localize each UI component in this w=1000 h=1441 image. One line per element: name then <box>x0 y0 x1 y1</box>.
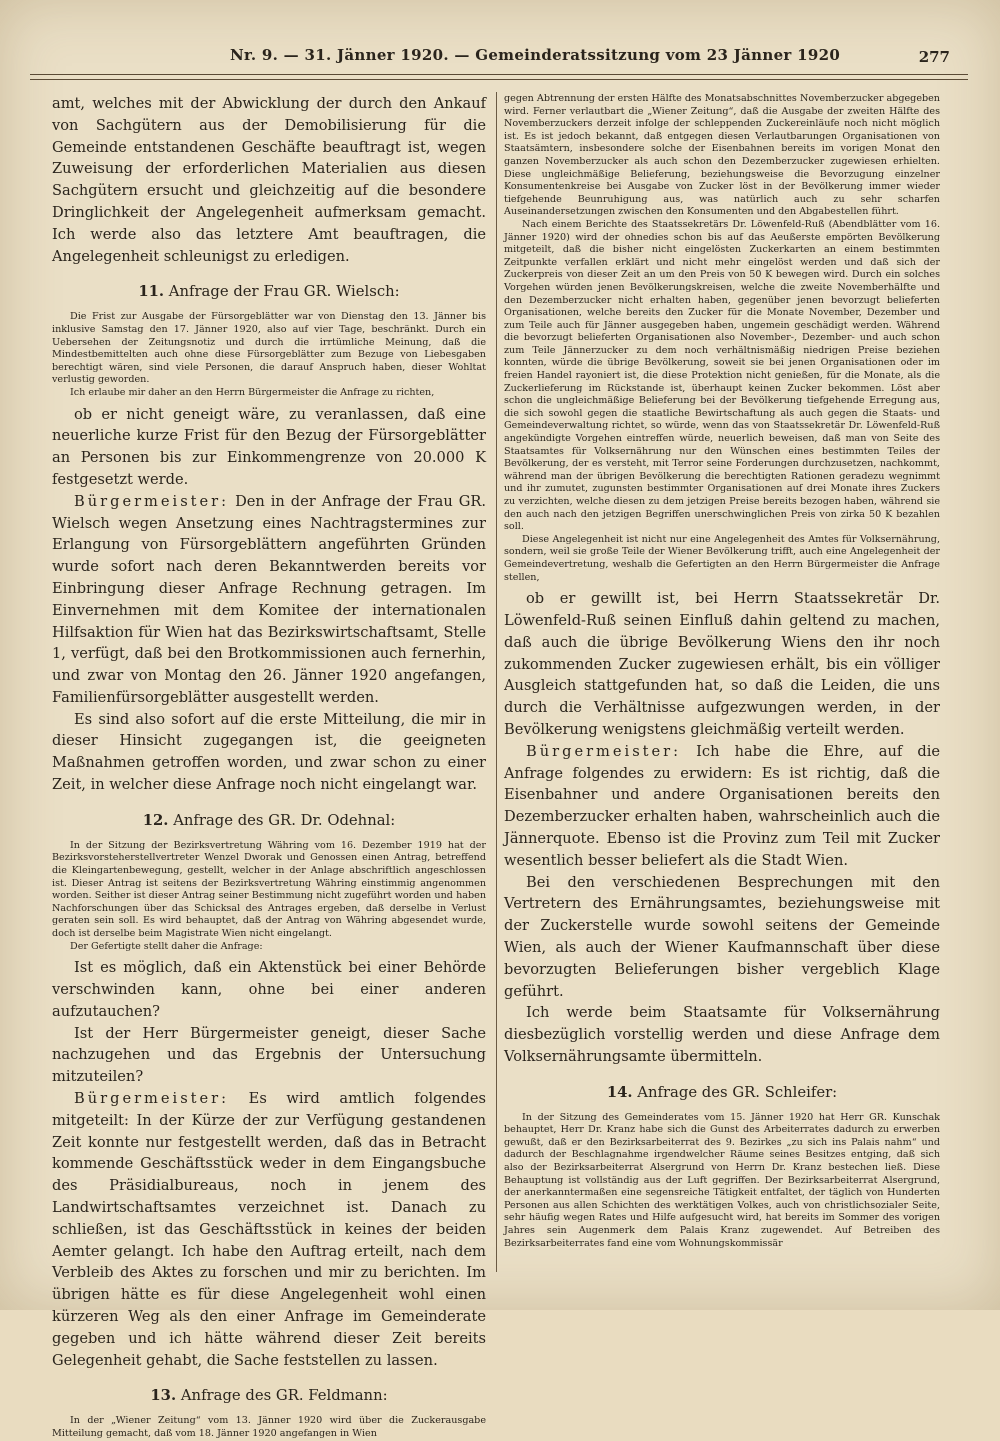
reply-text: Es wird amtlich folgendes mitgeteilt: In der Kürze der zur Verfügung gestandenen Zeit konnte nur festgestellt werden, daß das in Betracht kommende Geschäftsstück weder in dem Eingangsbuche des Präsidialbureaus, noch in jenem des Landwirtschaftsamtes verzeichnet ist. Danach zu schließen, ist das Geschäftsstück in keines der beiden Aemter gelangt. Ich habe den Auftrag erteilt, nach dem Verbleib des Aktes zu forschen und mir zu berichten. Im übrigen hätte es für diese Angelegenheit wohl einen kürzeren Weg als den einer Anfrage im Gemeinderate gegeben und ich hätte während dieser Zeit bereits Gelegenheit gehabt, die Sache feststellen zu lassen. <box>52 1090 486 1369</box>
reply-text: Ich habe die Ehre, auf die Anfrage folgendes zu erwidern: Es ist richtig, daß die Eisenbahner und andere Organisationen bereits den Dezemberzucker erhalten haben, wahrscheinlich auch die Jännerquote. Ebenso ist die Provinz zum Teil mit Zucker wesentlich besser beliefert als die Stadt Wien. <box>504 742 941 869</box>
column-divider <box>496 92 497 1272</box>
inquiry-text: Der Gefertigte stellt daher die Anfrage: <box>70 940 263 952</box>
speaker-name: Bürgermeister: <box>74 492 230 510</box>
inquiry-question: Ist es möglich, daß ein Aktenstück bei einer Behörde verschwinden kann, ohne bei einer anderen aufzutauchen? <box>52 959 486 1020</box>
section-title: Anfrage der Frau GR. Wielsch: <box>168 283 400 301</box>
section-number: 11. <box>138 283 165 301</box>
section-heading-11 <box>52 281 486 303</box>
reply-paragraph <box>52 491 486 709</box>
paragraph: Ich werde beim Staatsamte für Volksernährung diesbezüglich vorstellig werden und diese Anfrage dem Volksernährungsamte übermitteln. <box>504 1004 940 1065</box>
inquiry-text: Ich erlaube mir daher an den Herrn Bürgermeister die Anfrage zu richten, <box>70 386 435 398</box>
section-number: 12. <box>142 811 169 829</box>
inquiry-text: gegen Abtrennung der ersten Hälfte des Monatsabschnittes Novemberzucker abgegeben wird. Ferner verlautbart die „Wiener Zeitung“, daß die Ausgabe der zweiten Hälfte des Novemberzuckers derzeit infolge der schleppenden Zuckereinläufe noch nicht möglich ist. Es ist jedoch bekannt, daß entgegen diesen Verlautbarungen Organisationen von Staatsämtern, insbesondere solche der Eisenbahnen bereits im vorigen Monat den ganzen Novemberzucker als auch schon den Dezemberzucker zugewiesen erhielten. Diese ungleichmäßige Belieferung, beziehungsweise die Bevorzugung einzelner Konsumentenkreise bei Ausgabe von Zucker löst in der Bevölkerung immer wieder tiefgehende Beunruhigung aus, was natürlich auch zu sehr scharfen Auseinandersetzungen zwischen den Konsumenten und den Abgabestellen führt. <box>504 93 940 218</box>
inquiry-text: In der „Wiener Zeitung“ vom 13. Jänner 1920 wird über die Zuckerausgabe Mitteilung gemacht, daß vom 18. Jänner 1920 angefangen in Wien <box>52 1415 486 1439</box>
reply-text: Den in der Anfrage der Frau GR. Wielsch wegen Ansetzung eines Nachtragstermines zur Erlangung von Fürsorgeblättern angeführten Gründen wurde sofort nach deren Bekanntwerden bereits vor Einbringung dieser Anfrage Rechnung getragen. Im Einvernehmen mit dem Komitee der internationalen Hilfsaktion für Wien hat das Bezirkswirtschaftsamt, Stelle 1, verfügt, daß bei den Brotkommissionen auch fernerhin, und zwar von Montag den 26. Jänner 1920 angefangen, Familienfürsorgeblätter ausgestellt werden. <box>52 492 487 706</box>
inquiry-question: Ist der Herr Bürgermeister geneigt, dieser Sache nachzugehen und das Ergebnis der Untersuchung mitzuteilen? <box>52 1024 486 1086</box>
reply-paragraph <box>504 741 940 872</box>
paragraph: amt, welches mit der Abwicklung der durch den Ankauf von Sachgütern aus der Demobilisierung für die Gemeinde entstandenen Geschäfte beauftragt ist, wegen Zuweisung der erforderlichen Materialien aus diesen Sachgütern ersucht und gleichzeitig auf die besondere Dringlichkeit der Angelegenheit aufmerksam gemacht. Ich werde also das letztere Amt beauftragen, die Angelegenheit schleunigst zu erledigen. <box>52 95 486 265</box>
speaker-name: Bürgermeister: <box>74 1090 230 1107</box>
inquiry-question: ob er nicht geneigt wäre, zu veranlassen, daß eine neuerliche kurze Frist für den Bezug der Fürsorgeblätter an Personen bis zur Einkommengrenze von 20.000 K festgesetzt werde. <box>52 405 486 488</box>
paragraph: Bei den verschiedenen Besprechungen mit den Vertretern des Ernährungsamtes, beziehungsweise mit der Zuckerstelle wurde sowohl seitens der Gemeinde Wien, als auch der Wiener Kaufmannschaft über diese bevorzugten Belieferungen bisher vergeblich Klage geführt. <box>504 873 940 1000</box>
inquiry-text: Nach einem Berichte des Staatssekretärs Dr. Löwenfeld-Ruß (Abendblätter vom 16. Jänner 1920) wird der ohnedies schon bis auf das Aeußerste empörten Bevölkerung mitgeteilt, daß die bisher nicht eingelösten Zuckerkarten an einem bestimmten Zeitpunkte verfallen erklärt und nicht mehr eingelöst werden und daß sich der Zuckerpreis von dieser Zeit an um den Preis von 50 K bewegen wird. Durch ein solches Vorgehen würden jenen Bevölkerungskreisen, welche die zweite Novemberhälfte und den Dezemberzucker nicht erhalten haben, gegenüber jenen bevorzugt belieferten Organisationen, welche bereits den Zucker für die Monate November, Dezember und zum Teile auch für Jänner ausgegeben haben, ungemein geschädigt werden. Während die bevorzugt belieferten Organisationen also November-, Dezember- und auch schon zum Teile Jännerzucker zu dem noch verhältnismäßig niedrigen Preise beziehen konnten, würde die übrige Bevölkerung, soweit sie bei jenen Organisationen oder im freien Handel rayoniert ist, die diese Protektion nicht genießen, für die Monate, als die Zuckerlieferung im Rückstande ist, überhaupt keinen Zucker bekommen. Löst aber schon die ungleichmäßige Belieferung bei der Bevölkerung tiefgehende Erregung aus, die sich sowohl gegen die staatliche Bewirtschaftung als auch gegen die Staats- und Gemeindeverwaltung richtet, so würde, wenn das von Staatssekretär Dr. Löwenfeld-Ruß angekündigte Vorgehen eintreffen würde, neuerlich beweisen, daß man von Seite des Staatsamtes für Volksernährung nur den Wünschen eines bestimmten Teiles der Bevölkerung, der es versteht, mit Terror seine Forderungen durchzusetzen, nachkommt, während man der übrigen Bevölkerung die berechtigten Rationen geradezu wegnimmt und ihr zumutet, zugunsten bestimmter Organisationen auf drei Monate ihres Zuckers zu verzichten, welche diesen zu dem jetzigen Preise bereits bezogen haben, während sie den auch nach den jetzigen Begriffen unerschwinglichen Preis von zirka 50 K bezahlen soll. <box>504 218 940 533</box>
header-title: Nr. 9. — 31. Jänner 1920. — Gemeinderatssitzung vom 23 Jänner 1920 <box>230 46 841 64</box>
inquiry-text: In der Sitzung des Gemeinderates vom 15. Jänner 1920 hat Herr GR. Kunschak behauptet, Herr Dr. Kranz habe sich die Gunst des Arbeiterrates dadurch zu erwerben gewußt, daß er den Bezirksarbeiterrat des 9. Bezirkes „zu sich ins Palais nahm“ und dadurch der Beschlagnahme irgendwelcher Räume seines Besitzes entging, daß sich also der Bezirksarbeiterrat Alsergrund von Herrn Dr. Kranz bestechen ließ. Diese Behauptung ist vollständig aus der Luft gegriffen. Der Bezirksarbeiterrat Alsergrund, der anerkanntermaßen eine segensreiche Tätigkeit entfaltet, der täglich von Hunderten Personen aus allen Schichten des werktätigen Volkes, auch von christlichsozialer Seite, sehr häufig wegen Rates und Hilfe aufgesucht wird, hat bereits im Sommer des vorigen Jahres sein Augenmerk dem Palais Kranz zugewendet. Auf Betreiben des Bezirksarbeiterrates fand eine vom Wohnungskommissär <box>504 1111 940 1249</box>
header-rule <box>30 74 968 80</box>
section-heading-13 <box>52 1385 486 1407</box>
speaker-name: Bürgermeister: <box>526 742 682 760</box>
section-number: 13. <box>150 1387 177 1405</box>
section-title: Anfrage des GR. Dr. Odehnal: <box>173 811 396 829</box>
page-number: 277 <box>918 48 950 66</box>
section-title: Anfrage des GR. Schleifer: <box>637 1083 838 1101</box>
inquiry-text: Die Frist zur Ausgabe der Fürsorgeblätter war von Dienstag den 13. Jänner bis inklusive Samstag den 17. Jänner 1920, also auf vier Tage, beschränkt. Durch ein Uebersehen der Zeitungsnotiz und durch die irrtümliche Meinung, daß die Mindestbemittelten auch ohne diese Fürsorgeblätter zum Bezuge von Liebesgaben berechtigt wären, sind viele Personen, die darauf Anspruch haben, dieser Wohltat verlustig geworden. <box>52 311 486 386</box>
section-number: 14. <box>606 1083 633 1101</box>
inquiry-text: In der Sitzung der Bezirksvertretung Währing vom 16. Dezember 1919 hat der Bezirksvorsteherstellvertreter Wenzel Dworak und Genossen einen Antrag, betreffend die Kleingartenbewegung, gestellt, welcher in der Anlage abschriftlich angeschlossen ist. Dieser Antrag ist seitens der Bezirksvertretung Währing einstimmig angenommen worden. Seither ist dieser Antrag seiner Bestimmung nicht zugeführt worden und haben Nachforschungen über das Schicksal des Antrages ergeben, daß derselbe in Verlust geraten sein soll. Es wird behauptet, daß der Antrag von Währing abgesendet wurde, doch ist derselbe beim Magistrate Wien nicht eingelangt. <box>52 839 486 940</box>
left-column <box>52 93 486 1441</box>
paragraph: Es sind also sofort auf die erste Mitteilung, die mir in dieser Hinsicht zugegangen ist, die geeigneten Maßnahmen getroffen worden, und zwar schon zu einer Zeit, in welcher diese Anfrage noch nicht eingelangt war. <box>52 710 486 794</box>
reply-paragraph <box>52 1088 486 1371</box>
section-heading-14 <box>504 1082 940 1104</box>
inquiry-text: Diese Angelegenheit ist nicht nur eine Angelegenheit des Amtes für Volksernährung, sondern, weil sie große Teile der Wiener Bevölkerung trifft, auch eine Angelegenheit der Gemeindevertretung, weshalb die Gefertigten an den Herrn Bürgermeister die Anfrage stellen, <box>504 533 940 583</box>
section-heading-12 <box>52 810 486 832</box>
right-column <box>504 93 940 1250</box>
section-title: Anfrage des GR. Feldmann: <box>180 1387 388 1405</box>
inquiry-question: ob er gewillt ist, bei Herrn Staatssekretär Dr. Löwenfeld-Ruß seinen Einfluß dahin geltend zu machen, daß auch die übrige Bevölkerung Wiens den ihr noch zukommenden Zucker zugewiesen erhält, bis ein völliger Ausgleich stattgefunden hat, so daß die Leiden, die uns durch die Verhältnisse aufgezwungen werden, in der Bevölkerung wenigstens gleichmäßig verteilt werden. <box>504 590 940 738</box>
page-header <box>30 44 950 74</box>
